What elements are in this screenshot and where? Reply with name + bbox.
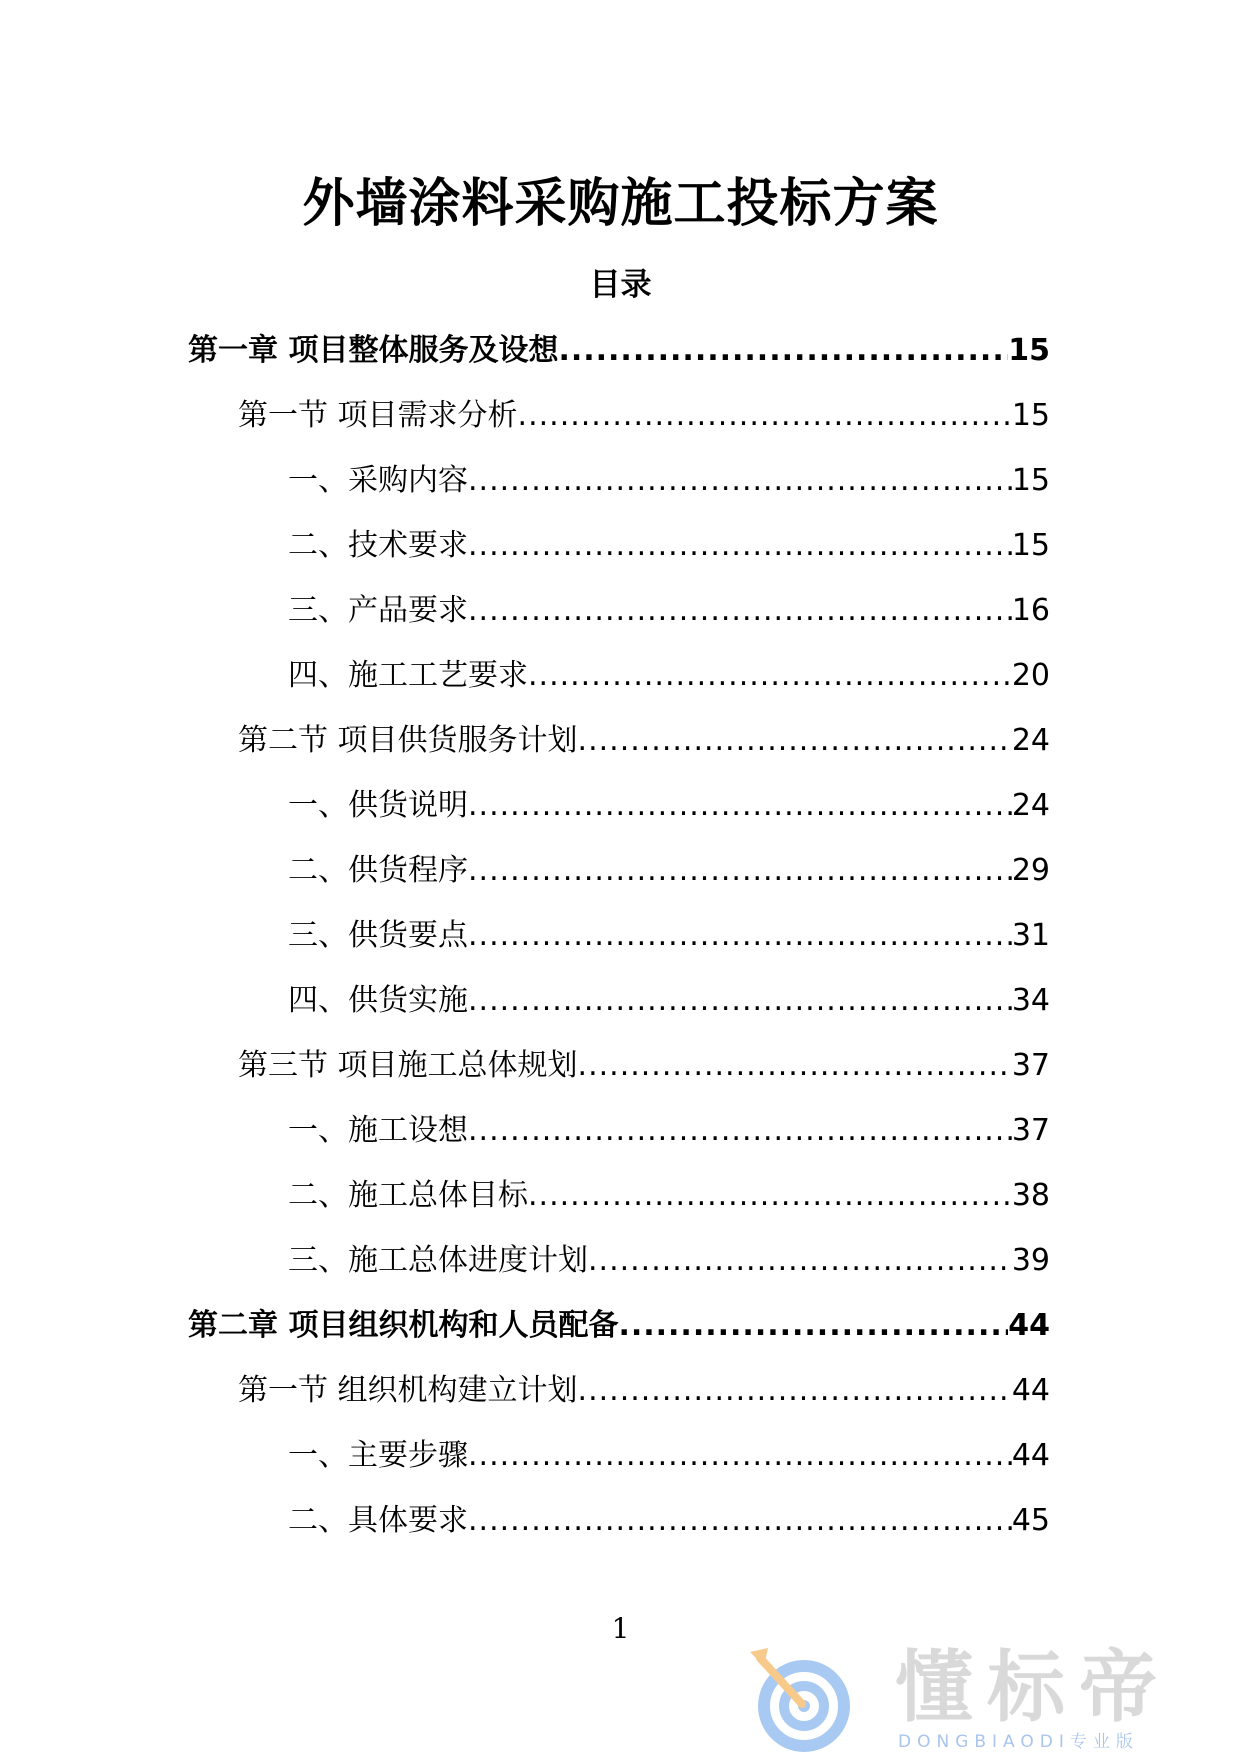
toc-entry[interactable] (188, 395, 1050, 460)
toc-entry-page: 34 (1011, 983, 1050, 1018)
toc-entry[interactable] (188, 720, 1050, 785)
toc-dot-leader (578, 1370, 1012, 1412)
toc-dot-leader (468, 1500, 1012, 1542)
toc-entry-title: 第一节 项目需求分析 (238, 398, 518, 433)
toc-entry-page: 38 (1011, 1178, 1050, 1213)
toc-entry[interactable] (188, 1045, 1050, 1110)
toc-entry-page: 45 (1011, 1503, 1050, 1538)
toc-entry[interactable] (188, 460, 1050, 525)
toc-entry-title: 一、施工设想 (288, 1113, 468, 1148)
toc-entry-title: 四、施工工艺要求 (288, 658, 528, 693)
toc-entry-title: 第二节 项目供货服务计划 (238, 723, 578, 758)
toc-entry[interactable] (188, 525, 1050, 590)
watermark (740, 1640, 1240, 1754)
toc-entry-page: 44 (1011, 1438, 1050, 1473)
target-arrow-icon (746, 1644, 858, 1752)
toc-entry-title: 第一章 项目整体服务及设想 (188, 333, 559, 368)
toc-dot-leader (578, 1045, 1012, 1087)
toc-entry-title: 三、施工总体进度计划 (288, 1243, 588, 1278)
toc-entry-title: 第一节 组织机构建立计划 (238, 1373, 578, 1408)
toc-dot-leader (468, 525, 1012, 567)
toc-dot-leader (578, 720, 1012, 762)
watermark-brand: 懂标帝 (895, 1643, 1172, 1733)
toc-entry-title: 三、产品要求 (288, 593, 468, 628)
toc-entry-title: 一、供货说明 (288, 788, 468, 823)
toc-entry-page: 29 (1011, 853, 1050, 888)
toc-entry-title: 四、供货实施 (288, 983, 468, 1018)
toc-dot-leader (468, 850, 1012, 892)
toc-dot-leader (518, 395, 1012, 437)
toc-dot-leader (588, 1240, 1012, 1282)
toc-entry[interactable] (188, 1500, 1050, 1565)
toc-entry-title: 二、技术要求 (288, 528, 468, 563)
toc-entry-page: 24 (1011, 723, 1050, 758)
toc-entry-title: 第二章 项目组织机构和人员配备 (188, 1308, 619, 1343)
toc-entry[interactable] (188, 850, 1050, 915)
toc-entry[interactable] (188, 1240, 1050, 1305)
toc-dot-leader (468, 1435, 1012, 1477)
toc-entry[interactable] (188, 1305, 1050, 1370)
toc-heading: 目录 (589, 267, 652, 303)
toc-dot-leader (468, 460, 1012, 502)
toc-entry-title: 一、采购内容 (288, 463, 468, 498)
toc-entry[interactable] (188, 590, 1050, 655)
toc-entry-title: 二、供货程序 (288, 853, 468, 888)
toc-entry-page: 37 (1011, 1113, 1050, 1148)
toc-entry-page: 20 (1011, 658, 1050, 693)
toc-dot-leader (528, 655, 1012, 697)
toc-entry[interactable] (188, 1370, 1050, 1435)
watermark-subtitle: DONGBIAODI专业版 (898, 1732, 1139, 1752)
toc-entry-page: 15 (1011, 528, 1050, 563)
toc-entry-title: 第三节 项目施工总体规划 (238, 1048, 578, 1083)
document-title: 外墙涂料采购施工投标方案 (302, 174, 939, 234)
toc-entry-title: 一、主要步骤 (288, 1438, 468, 1473)
toc-entry-page: 24 (1011, 788, 1050, 823)
toc-dot-leader (468, 1110, 1012, 1152)
toc-dot-leader (468, 980, 1012, 1022)
toc-entry-page: 39 (1011, 1243, 1050, 1278)
toc-entry-title: 二、施工总体目标 (288, 1178, 528, 1213)
toc-entry[interactable] (188, 915, 1050, 980)
toc-entry-title: 二、具体要求 (288, 1503, 468, 1538)
toc-entry-page: 16 (1011, 593, 1050, 628)
toc-entry-page: 15 (1008, 333, 1050, 368)
toc-entry-title: 三、供货要点 (288, 918, 468, 953)
toc-dot-leader (618, 1305, 1008, 1347)
toc-entry[interactable] (188, 1110, 1050, 1175)
page-number: 1 (611, 1612, 630, 1645)
table-of-contents (188, 330, 1050, 1565)
toc-entry-page: 37 (1011, 1048, 1050, 1083)
toc-dot-leader (558, 330, 1008, 372)
toc-entry[interactable] (188, 785, 1050, 850)
toc-entry[interactable] (188, 655, 1050, 720)
toc-entry-page: 15 (1011, 398, 1050, 433)
toc-dot-leader (468, 590, 1012, 632)
toc-entry-page: 44 (1011, 1373, 1050, 1408)
toc-entry[interactable] (188, 1435, 1050, 1500)
toc-dot-leader (468, 785, 1012, 827)
toc-entry-page: 31 (1011, 918, 1050, 953)
toc-dot-leader (468, 915, 1012, 957)
toc-entry[interactable] (188, 980, 1050, 1045)
toc-entry[interactable] (188, 330, 1050, 395)
toc-entry-page: 15 (1011, 463, 1050, 498)
toc-entry-page: 44 (1008, 1308, 1050, 1343)
toc-entry[interactable] (188, 1175, 1050, 1240)
toc-dot-leader (528, 1175, 1012, 1217)
